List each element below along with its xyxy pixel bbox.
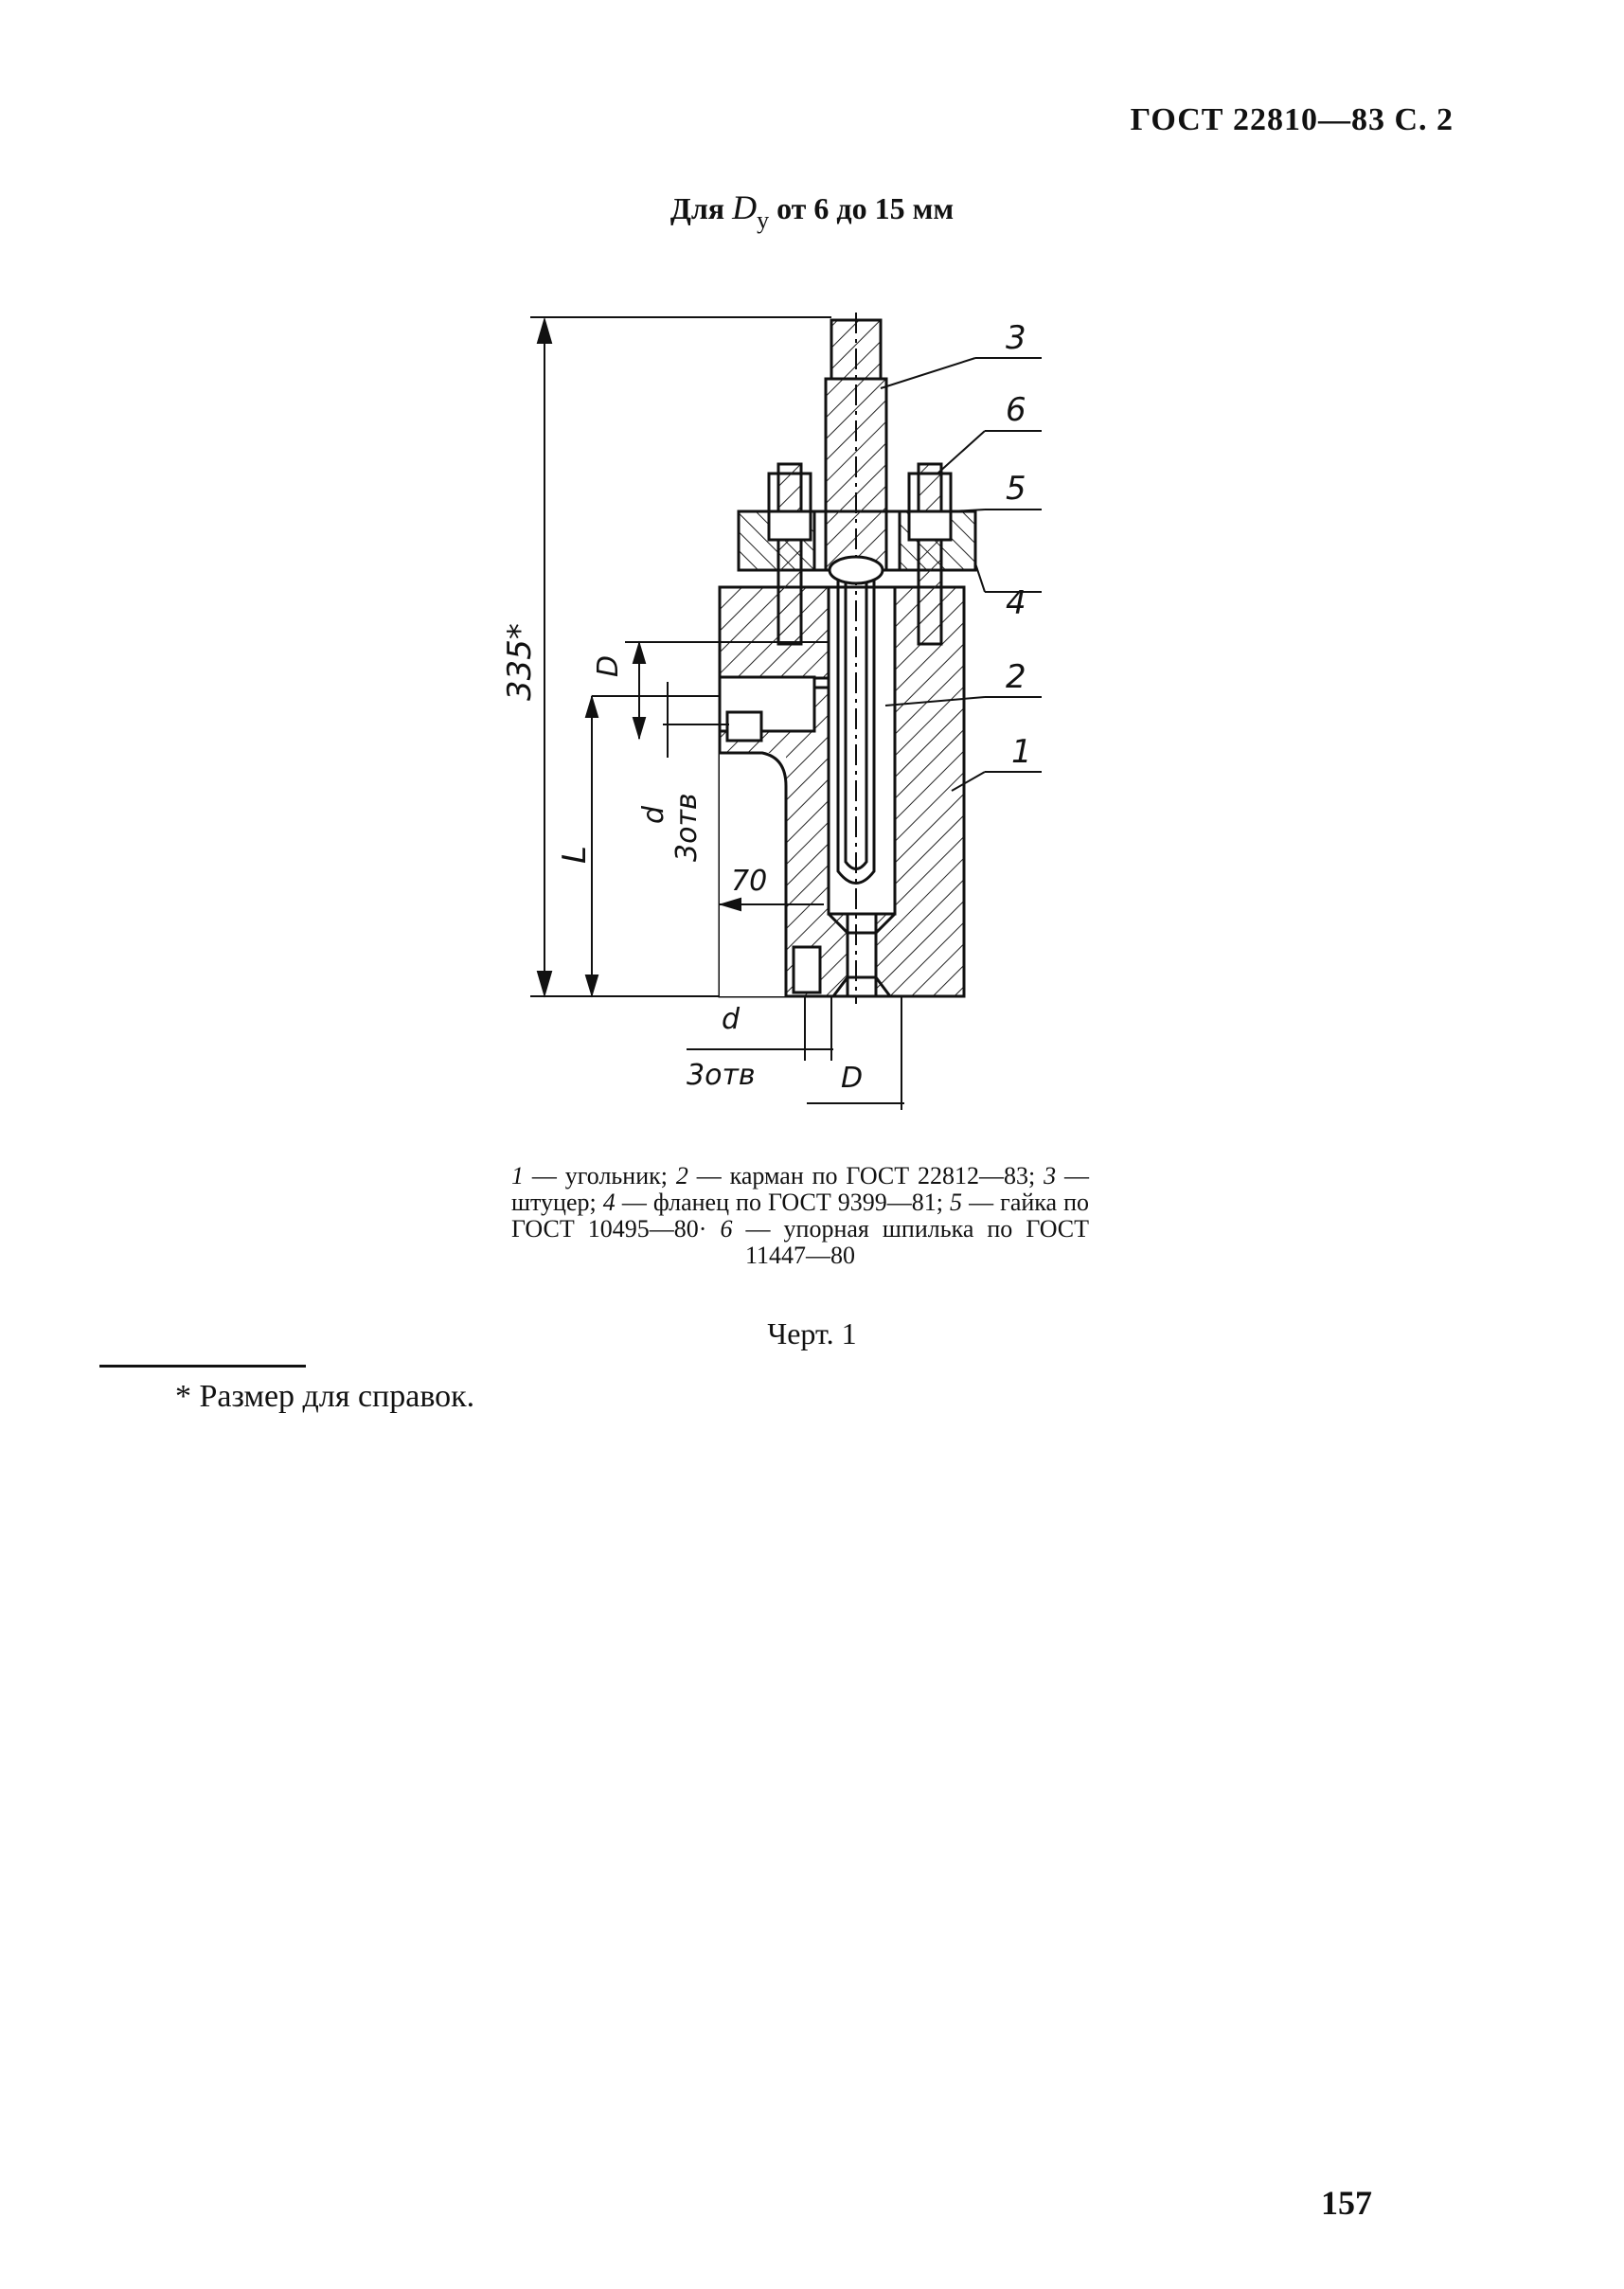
subtitle-subscript: у (757, 206, 770, 234)
legend-text-6: — упорная шпилька по ГОСТ 11447—80 (744, 1215, 1090, 1269)
legend-num-1: 1 (511, 1162, 524, 1189)
part-number-6: 6 (1006, 391, 1026, 429)
legend-num-3: 3 (1044, 1162, 1057, 1189)
angle-body (720, 587, 964, 996)
subtitle-prefix: Для (669, 191, 725, 225)
part-number-3: 3 (1006, 319, 1026, 357)
dim-D-bottom: D (841, 1062, 864, 1095)
dim-overall-height: 335* (501, 623, 539, 701)
legend-text-1: — угольник; (531, 1162, 668, 1189)
part-number-5: 5 (1006, 470, 1026, 508)
document-header: ГОСТ 22810—83 С. 2 (1130, 102, 1454, 137)
legend-num-4: 4 (602, 1189, 616, 1216)
dim-70: 70 (731, 865, 768, 898)
legend-text-4: — фланец по ГОСТ 9399—81; (621, 1189, 943, 1216)
dim-holes-bottom: 3отв (687, 1059, 756, 1092)
legend-num-5: 5 (950, 1189, 963, 1216)
part-number-1: 1 (1011, 733, 1032, 771)
part-number-2: 2 (1006, 658, 1026, 696)
subtitle-suffix: от 6 до 15 мм (776, 191, 955, 225)
dim-holes-side: 3отв (670, 793, 704, 862)
dim-d-bottom: d (722, 1003, 741, 1036)
legend-text-2: — карман по ГОСТ 22812—83; (696, 1162, 1036, 1189)
figure-label: Черт. 1 (767, 1316, 857, 1350)
parts-legend (511, 1163, 1089, 1269)
dim-D-side: D (592, 654, 625, 677)
legend-num-2: 2 (675, 1162, 688, 1189)
subtitle-variable: D (732, 188, 758, 226)
legend-text-5: — гайка по ГОСТ 10495—80· (511, 1189, 1090, 1243)
dim-d-side: d (637, 805, 670, 824)
part-number-4: 4 (1006, 584, 1026, 622)
legend-text-3: — штуцер; (511, 1162, 1090, 1216)
page-number: 157 (1321, 2184, 1372, 2222)
footnote: * Размер для справок. (175, 1379, 475, 1414)
bottom-port (794, 947, 820, 992)
legend-num-6: 6 (720, 1215, 733, 1243)
dim-L: L (556, 846, 594, 864)
footnote-rule (99, 1365, 306, 1368)
